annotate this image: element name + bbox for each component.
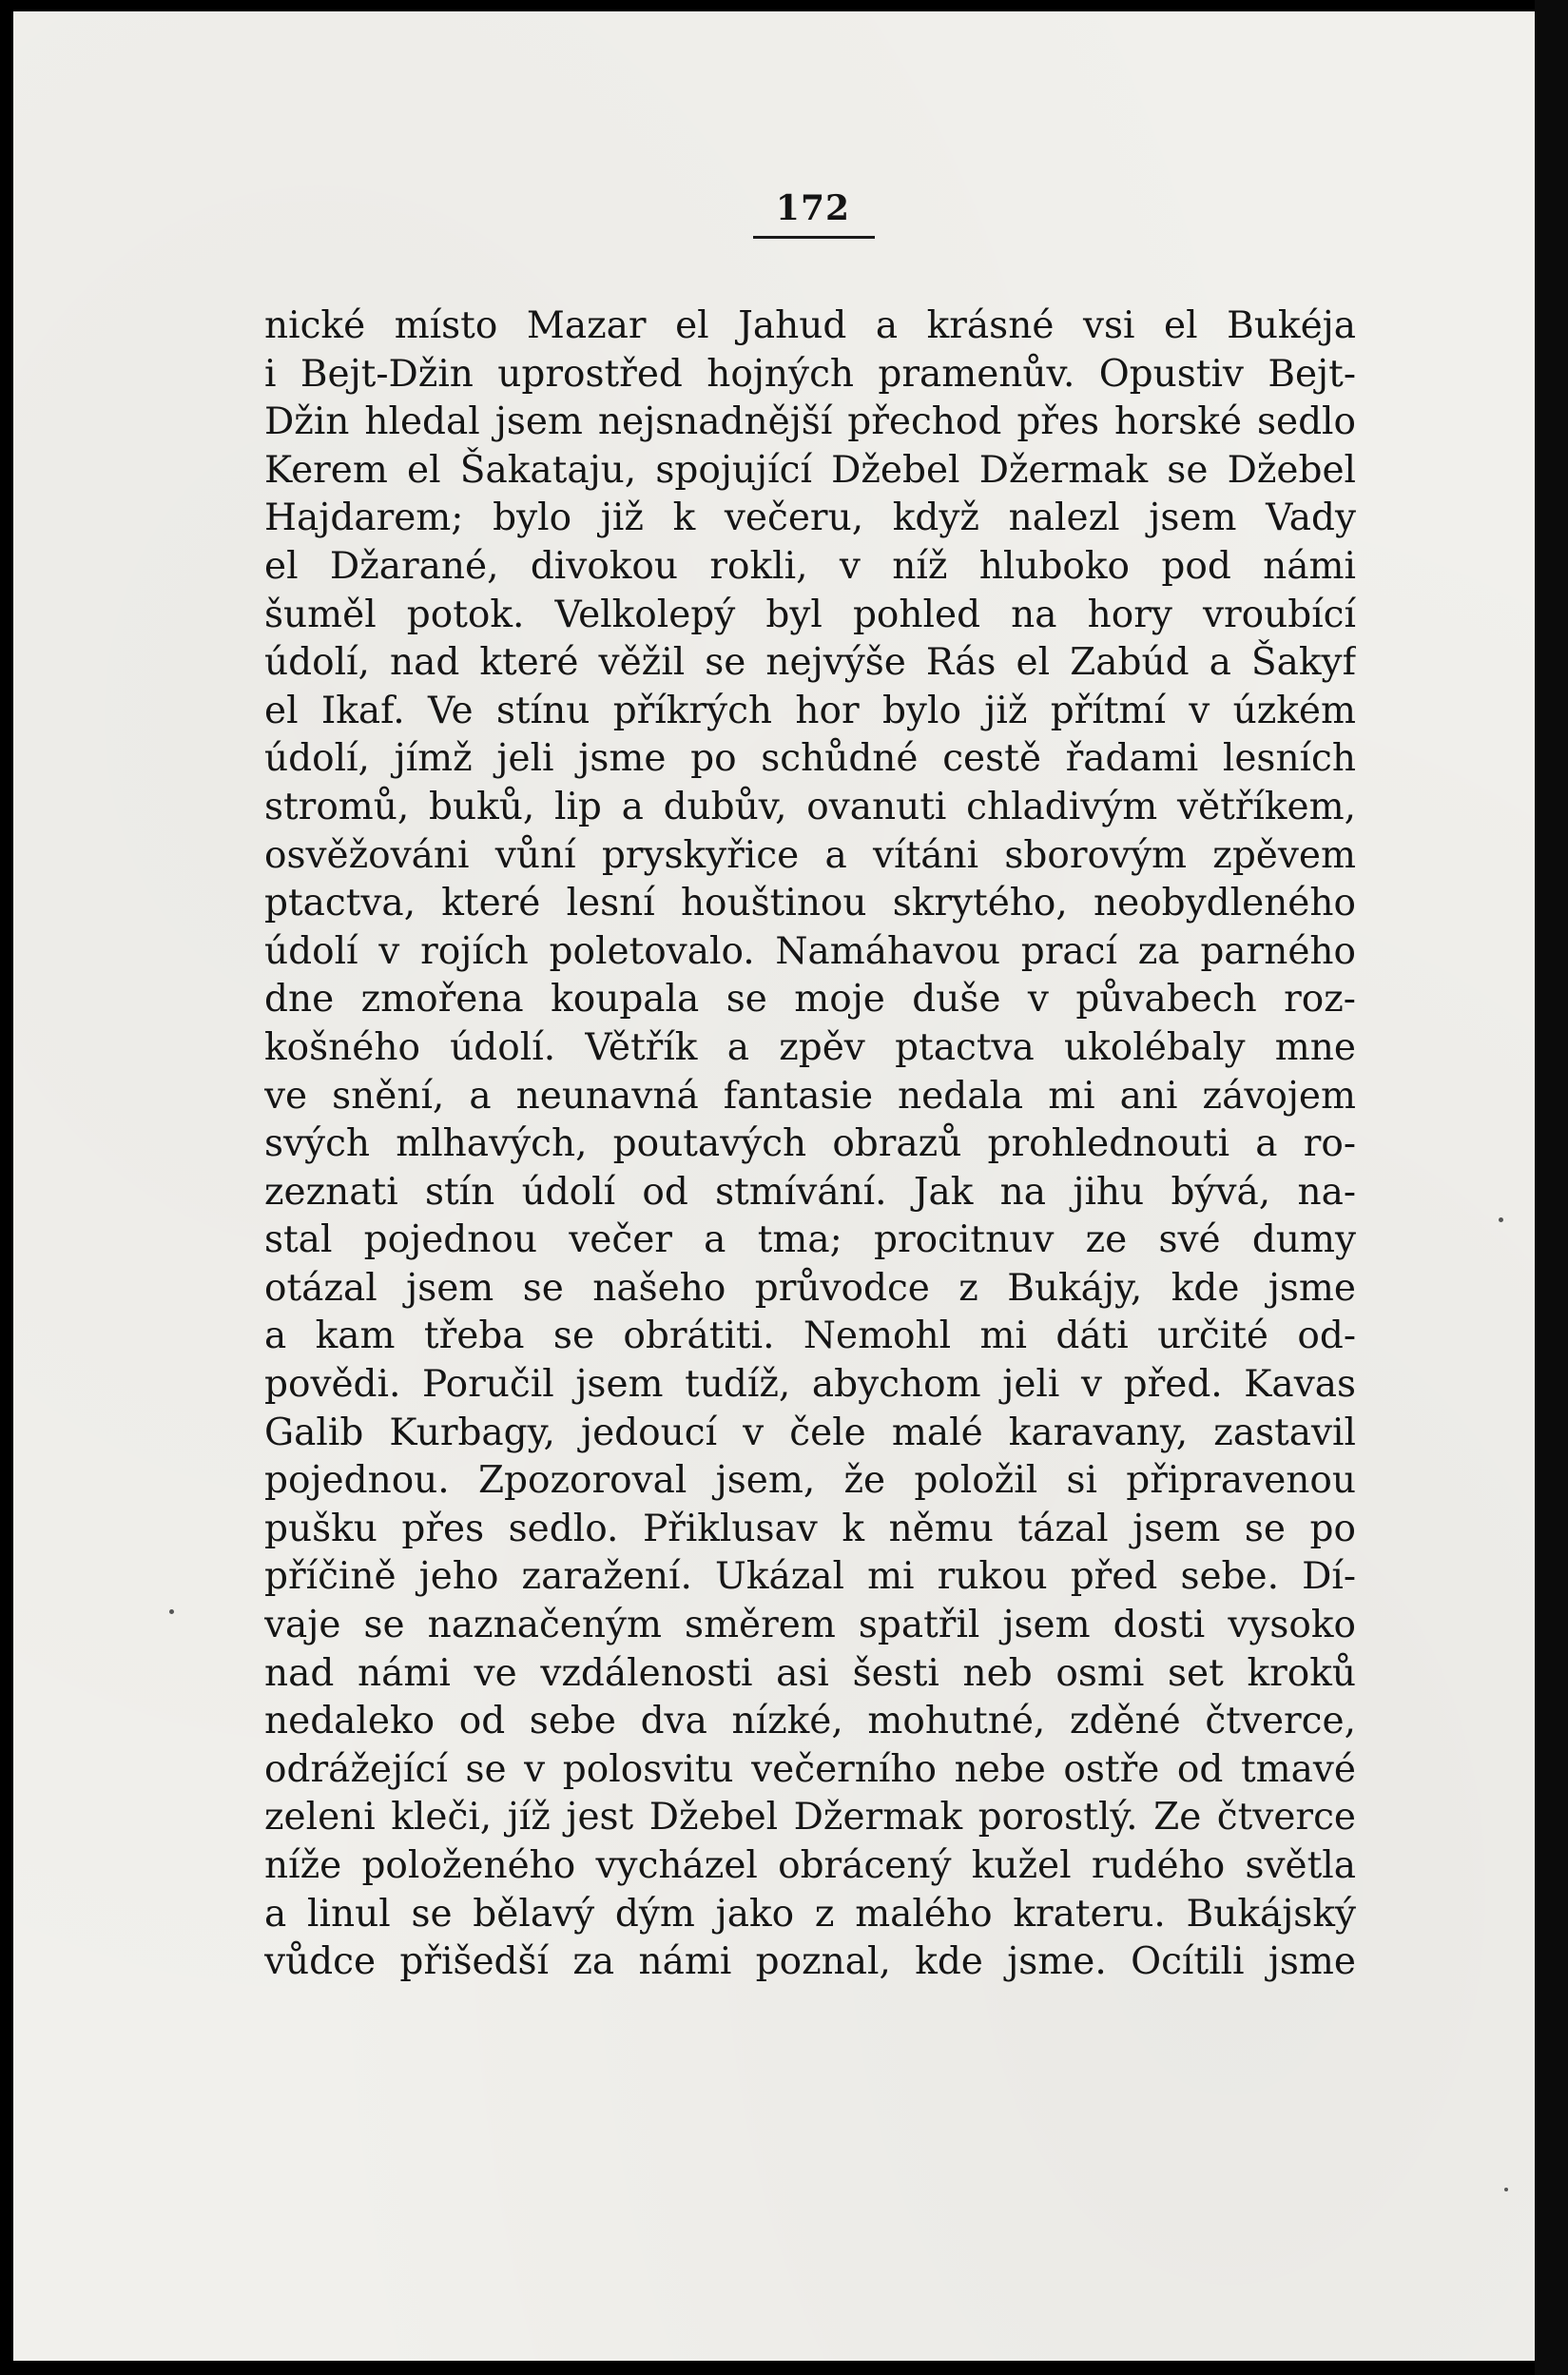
text-line: a linul se bělavý dým jako z malého krateru. Bukájský [264,1892,1356,1936]
text-line: svých mlhavých, poutavých obrazů prohlednouti a ro- [264,1122,1356,1166]
text-line: údolí, nad které věžil se nejvýše Rás el Zabúd a Šakyf [264,641,1356,685]
text-line: odrážející se v polosvitu večerního nebe ostře od tmavé [264,1747,1356,1791]
page-number: 172 [775,188,851,228]
text-line: ptactva, které lesní houštinou skrytého, neobydleného [264,882,1356,925]
text-line: otázal jsem se našeho průvodce z Bukájy, kde jsme [264,1266,1356,1310]
text-line: stromů, buků, lip a dubův, ovanuti chladivým větříkem, [264,785,1356,828]
text-line: zeleni kleči, jíž jest Džebel Džermak porostlý. Ze čtverce [264,1796,1356,1840]
text-line: stal pojednou večer a tma; procitnuv ze své dumy [264,1218,1356,1262]
text-line: nické místo Mazar el Jahud a krásné vsi el Bukéja [264,304,1356,347]
text-line: pušku přes sedlo. Přiklusav k němu tázal jsem se po [264,1507,1356,1550]
text-line: pojednou. Zpozoroval jsem, že položil si připravenou [264,1459,1356,1503]
text-line: a kam třeba se obrátiti. Nemohl mi dáti určité od- [264,1314,1356,1358]
text-line: Galib Kurbagy, jedoucí v čele malé karavany, zastavil [264,1411,1356,1454]
text-line: níže položeného vycházel obrácený kužel rudého světla [264,1844,1356,1887]
text-line: el Ikaf. Ve stínu příkrých hor bylo již přítmí v úzkém [264,689,1356,732]
text-line: příčině jeho zaražení. Ukázal mi rukou před sebe. Dí- [264,1555,1356,1599]
paper-speck [1499,1217,1503,1222]
text-line: Džin hledal jsem nejsnadnější přechod přes horské sedlo [264,400,1356,444]
text-line: nad námi ve vzdálenosti asi šesti neb osmi set kroků [264,1651,1356,1695]
paper-speck [169,1609,174,1614]
text-line: i Bejt-Džin uprostřed hojných pramenův. Opustiv Bejt- [264,352,1356,396]
body-text [264,302,1356,1987]
scan-border [1535,0,1568,2375]
paper-speck [1504,2188,1508,2191]
text-line: povědi. Poručil jsem tudíž, abychom jeli v před. Kavas [264,1363,1356,1407]
text-line: vaje se naznačeným směrem spatřil jsem dosti vysoko [264,1604,1356,1647]
text-line: zeznati stín údolí od stmívání. Jak na jihu bývá, na- [264,1170,1356,1214]
text-line: osvěžováni vůní pryskyřice a vítáni sborovým zpěvem [264,833,1356,877]
text-line: Kerem el Šakataju, spojující Džebel Džermak se Džebel [264,448,1356,492]
text-line: šuměl potok. Velkolepý byl pohled na hory vroubící [264,593,1356,636]
text-line: údolí v rojích poletovalo. Namáhavou prací za parného [264,929,1356,973]
text-line: dne zmořena koupala se moje duše v půvabech roz- [264,978,1356,1022]
page-number-underline [753,236,875,239]
text-line: vůdce přišedší za námi poznal, kde jsme. Ocítili jsme [264,1940,1356,1984]
text-line: ve snění, a neunavná fantasie nedala mi ani závojem [264,1074,1356,1118]
text-line: košného údolí. Větřík a zpěv ptactva ukolébaly mne [264,1025,1356,1069]
text-line: nedaleko od sebe dva nízké, mohutné, zděné čtverce, [264,1700,1356,1743]
text-line: údolí, jímž jeli jsme po schůdné cestě řadami lesních [264,737,1356,781]
text-line: Hajdarem; bylo již k večeru, když nalezl jsem Vady [264,496,1356,540]
text-line: el Džarané, divokou rokli, v níž hluboko pod námi [264,544,1356,588]
